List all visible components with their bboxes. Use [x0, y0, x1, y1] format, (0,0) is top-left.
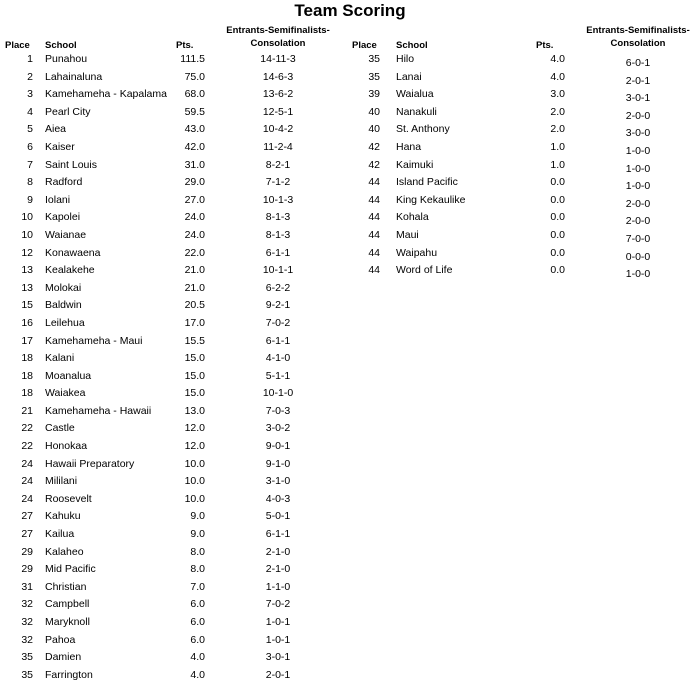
cell-points: 21.0: [184, 264, 205, 277]
cell-record: 3-1-0: [265, 475, 291, 488]
cell-school: Lanai: [396, 70, 422, 83]
cell-points: 9.0: [190, 528, 205, 541]
cell-points: 4.0: [190, 668, 205, 681]
cell-place: 15: [21, 299, 33, 312]
cell-points: 10.0: [184, 492, 205, 505]
cell-place: 1: [27, 53, 33, 65]
cell-school: Kamehameha - Hawaii: [45, 404, 152, 417]
cell-school: Kalaheo: [45, 545, 84, 558]
table-row: [0, 493, 340, 511]
cell-school: Pahoa: [45, 633, 76, 646]
cell-place: 7: [27, 158, 33, 171]
table-row: [0, 598, 340, 616]
cell-place: 35: [21, 651, 33, 664]
cell-points: 2.0: [550, 105, 565, 118]
table-row: [345, 71, 700, 89]
cell-record: 0-0-0: [625, 250, 651, 263]
table-row: [0, 387, 340, 405]
cell-points: 1.0: [550, 140, 565, 153]
cell-points: 12.0: [184, 422, 205, 435]
cell-school: Leilehua: [45, 316, 85, 329]
cell-record: 1-0-0: [625, 144, 651, 157]
table-row: [345, 123, 700, 141]
cell-place: 18: [21, 369, 33, 382]
cell-record: 4-1-0: [265, 352, 291, 365]
column-header-place: Place: [352, 40, 377, 51]
cell-place: 16: [21, 316, 33, 329]
cell-school: Kaimuki: [396, 158, 434, 171]
cell-place: 32: [21, 616, 33, 628]
cell-place: 32: [21, 598, 33, 611]
cell-place: 35: [368, 53, 380, 65]
table-row: [345, 141, 700, 159]
table-row: [0, 405, 340, 423]
column-header-entrants-line1: Entrants-Semifinalists-: [586, 25, 690, 36]
cell-record: 10-1-0: [262, 387, 294, 400]
cell-place: 35: [368, 70, 380, 83]
cell-school: Kahuku: [45, 510, 81, 523]
table-row: [0, 335, 340, 353]
cell-record: 1-1-0: [265, 580, 291, 593]
cell-record: 1-0-1: [265, 633, 291, 646]
cell-school: Saint Louis: [45, 158, 97, 171]
cell-points: 0.0: [550, 246, 565, 259]
cell-points: 6.0: [190, 616, 205, 628]
cell-school: Lahainaluna: [45, 70, 103, 83]
cell-points: 15.5: [184, 334, 205, 347]
column-header-points: Pts.: [176, 40, 194, 51]
cell-place: 12: [21, 246, 33, 259]
cell-record: 3-0-1: [625, 92, 651, 105]
cell-record: 10-1-3: [262, 193, 294, 206]
table-header-left: [0, 0, 340, 51]
column-header-entrants-line1: Entrants-Semifinalists-: [226, 25, 330, 36]
cell-place: 42: [368, 140, 380, 153]
cell-record: 6-0-1: [625, 57, 651, 69]
cell-record: 11-2-4: [263, 140, 293, 153]
cell-points: 0.0: [550, 176, 565, 189]
cell-points: 31.0: [184, 158, 205, 171]
cell-record: 14-6-3: [262, 70, 294, 83]
cell-record: 2-0-0: [625, 215, 651, 228]
cell-place: 21: [21, 404, 33, 417]
cell-school: Kealakehe: [45, 264, 95, 277]
cell-place: 18: [21, 352, 33, 365]
cell-record: 2-1-0: [265, 545, 291, 558]
cell-points: 10.0: [184, 457, 205, 470]
cell-place: 9: [27, 193, 33, 206]
table-row: [345, 159, 700, 177]
cell-school: Waiakea: [45, 387, 86, 400]
cell-place: 44: [368, 228, 380, 241]
cell-place: 44: [368, 176, 380, 189]
cell-record: 2-1-0: [265, 563, 291, 576]
cell-school: Kapolei: [45, 211, 81, 224]
table-row: [0, 194, 340, 212]
cell-school: Kamehameha - Maui: [45, 334, 143, 347]
cell-record: 6-1-1: [265, 334, 291, 347]
table-row: [0, 475, 340, 493]
table-body-left: [0, 53, 340, 686]
cell-points: 15.0: [184, 387, 205, 400]
table-row: [0, 581, 340, 599]
table-row: [0, 669, 340, 686]
scoring-table-left: [0, 0, 340, 681]
cell-place: 24: [21, 475, 33, 488]
cell-points: 8.0: [190, 563, 205, 576]
table-row: [345, 88, 700, 106]
cell-place: 40: [368, 105, 380, 118]
cell-school: Kalani: [45, 352, 75, 365]
cell-points: 6.0: [190, 633, 205, 646]
table-row: [0, 141, 340, 159]
cell-points: 0.0: [550, 211, 565, 224]
table-row: [345, 229, 700, 247]
cell-record: 9-0-1: [265, 440, 291, 453]
cell-record: 8-1-3: [265, 228, 291, 241]
cell-place: 44: [368, 211, 380, 224]
cell-place: 44: [368, 264, 380, 277]
cell-school: Word of Life: [396, 264, 453, 277]
page-title: Team Scoring: [294, 1, 406, 20]
cell-school: Baldwin: [45, 299, 82, 312]
table-row: [0, 211, 340, 229]
cell-points: 22.0: [184, 246, 205, 259]
table-row: [0, 123, 340, 141]
table-row: [0, 159, 340, 177]
table-row: [0, 458, 340, 476]
cell-place: 4: [27, 105, 33, 118]
cell-points: 75.0: [184, 70, 205, 83]
cell-points: 4.0: [550, 70, 565, 83]
cell-points: 10.0: [184, 475, 205, 488]
cell-record: 2-0-0: [625, 197, 651, 210]
column-header-school: School: [396, 40, 428, 51]
cell-school: Hana: [396, 140, 422, 153]
cell-place: 44: [368, 193, 380, 206]
cell-place: 29: [21, 545, 33, 558]
cell-school: Campbell: [45, 598, 90, 611]
table-row: [345, 53, 700, 71]
cell-place: 22: [21, 440, 33, 453]
table-row: [0, 651, 340, 669]
cell-record: 6-2-2: [265, 281, 291, 294]
cell-place: 17: [21, 334, 33, 347]
cell-school: Roosevelt: [45, 492, 92, 505]
cell-school: Hilo: [396, 53, 415, 65]
cell-school: Honokaa: [45, 440, 88, 453]
cell-points: 15.0: [184, 352, 205, 365]
cell-school: Island Pacific: [396, 176, 458, 189]
table-row: [0, 53, 340, 71]
cell-record: 2-0-1: [625, 74, 651, 87]
cell-place: 42: [368, 158, 380, 171]
cell-school: Mililani: [45, 475, 78, 488]
cell-place: 18: [21, 387, 33, 400]
cell-place: 3: [27, 88, 33, 101]
cell-place: 22: [21, 422, 33, 435]
cell-place: 13: [21, 281, 33, 294]
cell-record: 4-0-3: [265, 492, 291, 505]
table-row: [0, 106, 340, 124]
cell-place: 29: [21, 563, 33, 576]
cell-record: 1-0-0: [625, 268, 651, 281]
cell-record: 1-0-1: [265, 616, 291, 628]
cell-record: 9-2-1: [265, 299, 291, 312]
table-row: [0, 616, 340, 634]
column-header-points: Pts.: [536, 40, 554, 51]
cell-points: 27.0: [184, 193, 205, 206]
cell-record: 5-1-1: [265, 369, 291, 382]
cell-place: 24: [21, 492, 33, 505]
cell-school: Kailua: [45, 528, 75, 541]
cell-record: 7-0-2: [265, 316, 291, 329]
cell-points: 15.0: [184, 369, 205, 382]
cell-place: 32: [21, 633, 33, 646]
cell-record: 14-11-3: [260, 53, 296, 65]
cell-points: 0.0: [550, 228, 565, 241]
table-row: [345, 211, 700, 229]
table-row: [0, 422, 340, 440]
cell-place: 10: [21, 228, 33, 241]
cell-points: 13.0: [184, 404, 205, 417]
table-row: [0, 563, 340, 581]
cell-school: Waialua: [396, 88, 434, 101]
cell-points: 1.0: [550, 158, 565, 171]
cell-record: 10-4-2: [262, 123, 294, 136]
cell-school: Konawaena: [45, 246, 101, 259]
cell-school: Kaiser: [45, 140, 75, 153]
column-header-entrants-line2: Consolation: [250, 38, 306, 49]
cell-school: Molokai: [45, 281, 82, 294]
cell-place: 13: [21, 264, 33, 277]
table-row: [0, 528, 340, 546]
table-header-right: [345, 0, 700, 51]
cell-school: Nanakuli: [396, 105, 437, 118]
table-row: [0, 546, 340, 564]
cell-school: Radford: [45, 176, 83, 189]
table-row: [0, 176, 340, 194]
cell-points: 24.0: [184, 211, 205, 224]
cell-record: 10-1-1: [262, 264, 294, 277]
table-row: [0, 299, 340, 317]
cell-points: 2.0: [550, 123, 565, 136]
cell-school: Kamehameha - Kapalama: [45, 88, 167, 101]
cell-record: 6-1-1: [265, 246, 291, 259]
cell-school: Damien: [45, 651, 82, 664]
table-row: [0, 352, 340, 370]
cell-points: 29.0: [184, 176, 205, 189]
cell-record: 7-0-2: [265, 598, 291, 611]
cell-points: 0.0: [550, 264, 565, 277]
table-row: [0, 370, 340, 388]
cell-points: 42.0: [184, 140, 205, 153]
cell-record: 5-0-1: [265, 510, 291, 523]
cell-record: 1-0-0: [625, 180, 651, 193]
cell-place: 31: [21, 580, 33, 593]
cell-points: 17.0: [184, 316, 205, 329]
scoring-table-right: [345, 0, 700, 657]
table-row: [0, 229, 340, 247]
cell-place: 44: [368, 246, 380, 259]
cell-place: 35: [21, 668, 33, 681]
table-row: [0, 317, 340, 335]
cell-school: St. Anthony: [396, 123, 450, 136]
cell-record: 7-0-3: [265, 404, 291, 417]
cell-school: Iolani: [45, 193, 71, 206]
cell-place: 6: [27, 140, 33, 153]
cell-points: 8.0: [190, 545, 205, 558]
cell-place: 8: [27, 176, 33, 189]
cell-place: 24: [21, 457, 33, 470]
table-body-right: [345, 53, 700, 282]
cell-school: Maui: [396, 228, 419, 241]
cell-points: 4.0: [190, 651, 205, 664]
cell-school: Waianae: [45, 228, 87, 241]
cell-school: Waipahu: [396, 246, 438, 259]
table-row: [345, 194, 700, 212]
cell-record: 1-0-0: [625, 162, 651, 175]
cell-points: 111.5: [180, 53, 205, 65]
table-row: [0, 247, 340, 265]
cell-points: 59.5: [184, 105, 205, 118]
cell-place: 40: [368, 123, 380, 136]
cell-points: 0.0: [550, 193, 565, 206]
cell-points: 7.0: [190, 580, 205, 593]
cell-points: 9.0: [190, 510, 205, 523]
cell-place: 27: [21, 528, 33, 541]
cell-school: Kohala: [396, 211, 429, 224]
cell-record: 3-0-2: [265, 422, 291, 435]
cell-record: 3-0-1: [265, 651, 291, 664]
table-row: [0, 88, 340, 106]
cell-school: Punahou: [45, 53, 88, 65]
table-row: [0, 634, 340, 652]
table-row: [0, 71, 340, 89]
cell-points: 12.0: [184, 440, 205, 453]
cell-place: 27: [21, 510, 33, 523]
cell-record: 8-2-1: [265, 158, 291, 171]
cell-school: Maryknoll: [45, 616, 90, 628]
table-row: [0, 510, 340, 528]
cell-points: 20.5: [184, 299, 205, 312]
table-row: [0, 264, 340, 282]
cell-school: Moanalua: [45, 369, 92, 382]
table-row: [345, 176, 700, 194]
cell-points: 43.0: [184, 123, 205, 136]
cell-record: 7-0-0: [625, 232, 651, 245]
cell-points: 6.0: [190, 598, 205, 611]
cell-place: 2: [27, 70, 33, 83]
table-row: [0, 282, 340, 300]
cell-record: 3-0-0: [625, 127, 651, 140]
cell-school: Hawaii Preparatory: [45, 457, 135, 470]
cell-record: 2-0-0: [625, 109, 651, 122]
cell-school: Christian: [45, 580, 87, 593]
column-header-entrants-line2: Consolation: [610, 38, 666, 49]
cell-school: Farrington: [45, 668, 93, 681]
cell-place: 10: [21, 211, 33, 224]
cell-points: 3.0: [550, 88, 565, 101]
cell-school: Castle: [45, 422, 75, 435]
cell-record: 12-5-1: [262, 105, 294, 118]
column-header-place: Place: [5, 40, 30, 51]
table-row: [345, 264, 700, 282]
cell-record: 9-1-0: [265, 457, 291, 470]
cell-school: Aiea: [45, 123, 67, 136]
cell-school: Pearl City: [45, 105, 91, 118]
cell-school: Mid Pacific: [45, 563, 96, 576]
table-row: [345, 247, 700, 265]
cell-record: 2-0-1: [265, 668, 291, 681]
cell-record: 13-6-2: [262, 88, 294, 101]
cell-record: 6-1-1: [265, 528, 291, 541]
table-row: [345, 106, 700, 124]
cell-record: 7-1-2: [265, 176, 291, 189]
cell-points: 24.0: [184, 228, 205, 241]
cell-place: 5: [27, 123, 33, 136]
cell-points: 21.0: [184, 281, 205, 294]
cell-points: 4.0: [550, 53, 565, 65]
cell-record: 8-1-3: [265, 211, 291, 224]
cell-points: 68.0: [184, 88, 205, 101]
table-row: [0, 440, 340, 458]
column-header-school: School: [45, 40, 77, 51]
cell-place: 39: [368, 88, 380, 101]
cell-school: King Kekaulike: [396, 193, 466, 206]
